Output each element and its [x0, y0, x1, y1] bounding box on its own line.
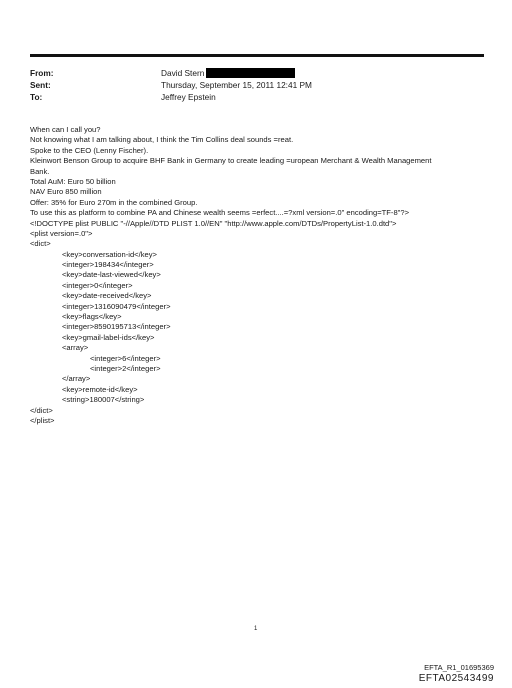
body-line: NAV Euro 850 million	[30, 187, 102, 197]
from-value	[161, 68, 295, 78]
body-line: <integer>1316090479</integer>	[62, 301, 171, 311]
body-line: Bank.	[30, 166, 50, 176]
body-line: <array>	[62, 343, 89, 353]
body-line: <dict>	[30, 239, 51, 249]
body-line: <integer>8590195713</integer>	[62, 322, 171, 332]
body-line: <key>flags</key>	[62, 312, 122, 322]
body-line: <!DOCTYPE plist PUBLIC "-//Apple//DTD PLIST 1.0//EN" "http://www.apple.com/DTDs/PropertyList-1.0.dtd">	[30, 218, 397, 228]
email-body	[30, 125, 490, 426]
from-label: From:	[30, 68, 54, 78]
body-line: <integer>2</integer>	[90, 363, 161, 373]
sent-label: Sent:	[30, 80, 51, 90]
to-label: To:	[30, 92, 43, 102]
header-rule	[30, 54, 484, 57]
body-line: When can I call you?	[30, 125, 101, 134]
body-line: Total AuM: Euro 50 billion	[30, 176, 116, 186]
body-line: </array>	[62, 374, 91, 384]
body-line: <plist version=.0">	[30, 228, 93, 238]
body-line: To use this as platform to combine PA and Chinese wealth seems =erfect....=?xml version=.0" encoding=TF-8"?>	[30, 208, 410, 218]
bates-number-small: EFTA_R1_01695369	[424, 663, 494, 672]
body-line: <string>180007</string>	[62, 395, 145, 405]
body-line: Not knowing what I am talking about, I think the Tim Collins deal sounds =reat.	[30, 135, 294, 145]
body-line: </plist>	[30, 415, 55, 425]
body-line: <integer>198434</integer>	[62, 260, 154, 270]
page-number: 1	[254, 626, 258, 632]
body-line: <integer>6</integer>	[90, 353, 161, 363]
body-line: <key>conversation-id</key>	[62, 249, 157, 259]
body-line: Kleinwort Benson Group to acquire BHF Bank in Germany to create leading =uropean Merchant & Wealth Management	[30, 156, 432, 166]
body-line: <key>gmail-label-ids</key>	[62, 332, 155, 342]
bates-number-large: EFTA02543499	[418, 673, 494, 684]
redaction-box	[206, 68, 295, 78]
body-line: <key>remote-id</key>	[62, 384, 138, 394]
body-line: <key>date-received</key>	[62, 291, 152, 301]
to-value: Jeffrey Epstein	[161, 92, 216, 102]
body-line: <integer>0</integer>	[62, 280, 133, 290]
body-line: Spoke to the CEO (Lenny Fischer).	[30, 145, 149, 155]
body-line: Offer: 35% for Euro 270m in the combined Group.	[30, 197, 198, 207]
sent-value: Thursday, September 15, 2011 12:41 PM	[161, 80, 312, 90]
from-name: David Stern	[161, 68, 205, 78]
body-line: <key>date-last-viewed</key>	[62, 270, 161, 280]
body-line: </dict>	[30, 405, 53, 415]
